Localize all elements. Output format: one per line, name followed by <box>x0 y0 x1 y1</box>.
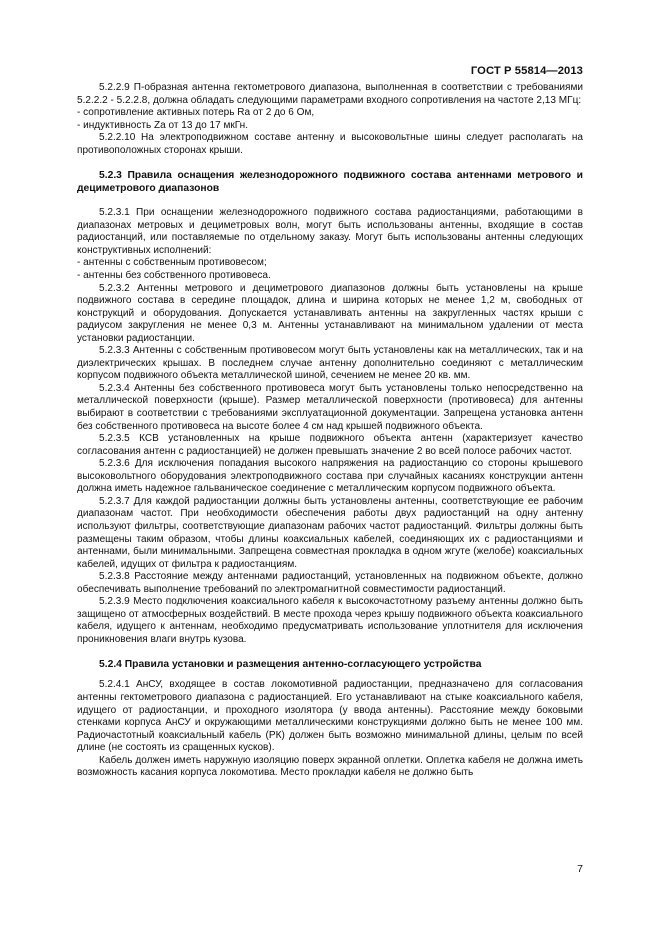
paragraph-5-2-4-1: 5.2.4.1 АнСУ, входящее в состав локомотивной радиостанции, предназначено для согласования антенны гектометрового диапазона с радиостанцией. Его устанавливают на стыке коаксиального кабеля, идущего от радиостанции, и проходного изолятора (у ввода антенны). Расстояние между боковыми стенками корпуса АнСУ и окружающими металлическими конструкциями должно быть не менее 100 мм. Радиочастотный коаксиальный кабель (РК) должен быть возможно минимальной длины, целым по всей длине (не состоять из сращенных кусков). <box>77 679 583 754</box>
paragraph-5-2-3-1: 5.2.3.1 При оснащении железнодорожного подвижного состава радиостанциями, работающими в диапазонах метровых и дециметровых волн, могут быть использованы антенны, входящие в состав радиостанций, или поставляемые по отдельному заказу. Могут быть использованы антенны следующих конструктивных исполнений: <box>77 207 583 256</box>
paragraph-5-2-3-5: 5.2.3.5 КСВ установленных на крыше подвижного объекта антенн (характеризует качество согласования антенн с радиостанцией) не должен превышать значение 2 во всей полосе рабочих частот. <box>77 433 583 457</box>
paragraph-5-2-3-9: 5.2.3.9 Место подключения коаксиального кабеля к высокочастотному разъему антенны должно быть защищено от атмосферных воздействий. В месте прохода через крышу подвижного объекта коаксиального кабеля, идущего к антеннам, необходимо предусматривать использование уплотнителя для исключения проникновения влаги внутрь кузова. <box>77 596 583 645</box>
list-item: - индуктивность Za от 13 до 17 мкГн. <box>77 119 248 131</box>
document-id: ГОСТ Р 55814—2013 <box>470 65 583 77</box>
paragraph-5-2-3-8: 5.2.3.8 Расстояние между антеннами радиостанций, установленных на подвижном объекте, должно обеспечивать выполнение требований по электромагнитной совместимости радиостанций. <box>77 571 583 595</box>
section-heading-5-2-4: 5.2.4 Правила установки и размещения антенно-согласующего устройства <box>99 659 482 671</box>
paragraph-5-2-3-6: 5.2.3.6 Для исключения попадания высокого напряжения на радиостанцию со стороны крышевого высоковольтного оборудования электроподвижного состава при случайных касаниях конструкции антенн должна иметь надежное гальваническое соединение с металлическим корпусом подвижного объекта. <box>77 458 583 495</box>
list-item: - антенны без собственного противовеса. <box>77 270 271 282</box>
section-heading-5-2-3: 5.2.3 Правила оснащения железнодорожного подвижного состава антеннами метрового и дециметрового диапазонов <box>77 170 583 195</box>
paragraph-5-2-3-7: 5.2.3.7 Для каждой радиостанции должны быть установлены антенны, соответствующие ее рабочим диапазонам частот. При необходимости обеспечения работы двух радиостанций на одну антенну используют фильтры, соответствующие диапазонам рабочих частот радиостанций. Фильтры должны быть размещены таким образом, чтобы длины коаксиальных кабелей, соединяющих их с радиостанциями и антеннами, были минимальными. Запрещена совместная прокладка в одном жгуте (желобе) коаксиальных кабелей, идущих от фильтра к радиостанциям. <box>77 495 583 570</box>
paragraph-5-2-3-3: 5.2.3.3 Антенны с собственным противовесом могут быть установлены как на металлических, так и на диэлектрических крышах. В последнем случае антенну дополнительно соединяют с металлическим корпусом подвижного объекта металлической шиной, сечением не менее 20 кв. мм. <box>77 345 583 382</box>
list-item: - антенны с собственным противовесом; <box>77 257 267 269</box>
list-item: - сопротивление активных потерь Ra от 2 до 6 Ом, <box>77 107 315 119</box>
paragraph-5-2-3-2: 5.2.3.2 Антенны метрового и дециметрового диапазонов должны быть установлены на крыше подвижного состава в середине площадок, длина и ширина которых не менее 1,2 м, свободных от конструкций и оборудования. Допускается устанавливать антенны на закругленных частях крыши с радиусом закругления не менее 0,3 м. Антенны устанавливают на минимальном удалении от места установки радиостанции. <box>77 282 583 344</box>
document-body <box>77 82 583 780</box>
paragraph-5-2-3-4: 5.2.3.4 Антенны без собственного противовеса могут быть установлены только непосредственно на металлической поверхности (крыше). Размер металлической поверхности (противовеса) для антенны выбирают в соответствии с требованиями эксплуатационной документации. Запрещена установка антенн без собственного противовеса на высоте более 4 см над крышей подвижного объекта. <box>77 382 583 432</box>
paragraph-5-2-2-9: 5.2.2.9 П-образная антенна гектометрового диапазона, выполненная в соответствии с требованиями 5.2.2.2 - 5.2.2.8, должна обладать следующими параметрами входного сопротивления на частоте 2,13 МГц: <box>77 82 583 106</box>
page-number: 7 <box>577 863 583 875</box>
paragraph-5-2-2-10: 5.2.2.10 На электроподвижном составе антенну и высоковольтные шины следует располагать на противоположных сторонах крыши. <box>77 132 583 156</box>
paragraph-cable: Кабель должен иметь наружную изоляцию поверх экранной оплетки. Оплетка кабеля не должна иметь возможность касания корпуса локомотива. Место прокладки кабеля не должно быть <box>77 754 583 779</box>
